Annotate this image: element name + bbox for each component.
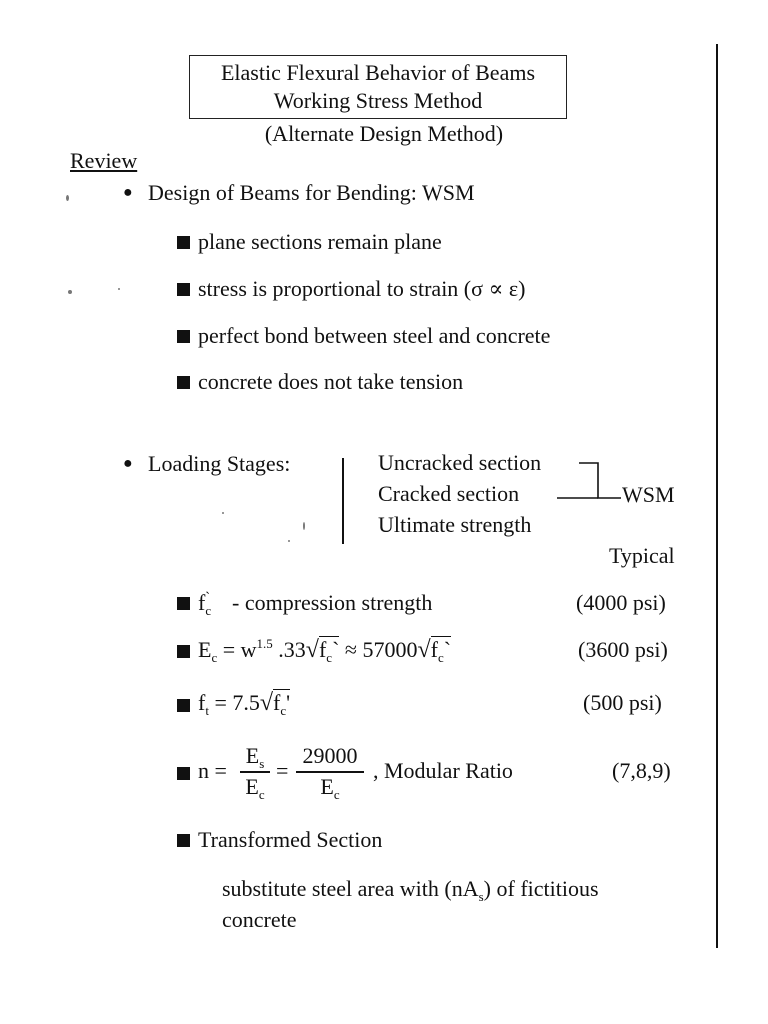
- assumption-1: plane sections remain plane: [198, 229, 442, 254]
- modular-ratio-label: , Modular Ratio: [373, 758, 513, 783]
- equals-sign: =: [276, 758, 289, 783]
- scan-speck: [66, 195, 69, 201]
- scan-speck: [222, 512, 224, 514]
- fc-typical: (4000 psi): [576, 590, 666, 615]
- square-bullet-icon: [177, 699, 190, 712]
- title-line-1: Elastic Flexural Behavior of Beams: [220, 60, 536, 85]
- square-bullet-icon: [177, 767, 190, 780]
- scan-speck: [118, 288, 120, 290]
- scan-speck: [303, 522, 305, 530]
- assumption-3: perfect bond between steel and concrete: [198, 323, 551, 348]
- square-bullet-icon: [177, 330, 190, 343]
- ec-typical: (3600 psi): [578, 637, 668, 662]
- ft-equation: $f_t = 7.5√f_c'$: [198, 690, 291, 718]
- scan-speck: [288, 540, 290, 542]
- fraction-29000-ec: 29000 $E_c$: [296, 743, 364, 799]
- n-typical: (7,8,9): [612, 758, 671, 783]
- wsm-label: WSM: [622, 482, 675, 507]
- fc-text: - compression strength: [232, 590, 433, 615]
- ec-equation: $E_c = w^{1.5}$ $.33√f_c`$ ≈ $57000√f_c`$: [198, 636, 452, 665]
- fraction-es-ec: $E_s$ $E_c$: [240, 743, 270, 799]
- loading-divider: [342, 458, 344, 544]
- transformed-heading: Transformed Section: [198, 827, 383, 852]
- assumption-2: stress is proportional to strain (σ ∝ ε): [198, 276, 526, 301]
- subtitle: (Alternate Design Method): [264, 121, 504, 146]
- square-bullet-icon: [177, 645, 190, 658]
- square-bullet-icon: [177, 283, 190, 296]
- square-bullet-icon: [177, 597, 190, 610]
- bullet-dot: ●: [123, 184, 133, 201]
- transformed-line-2: concrete: [222, 907, 297, 932]
- stage-ultimate: Ultimate strength: [378, 512, 532, 537]
- margin-rule: [716, 44, 718, 948]
- stage-cracked: Cracked section: [378, 481, 520, 506]
- wsm-bracket: [555, 455, 625, 505]
- design-bullet-text: Design of Beams for Bending: WSM: [148, 180, 475, 205]
- review-heading: Review: [70, 148, 138, 173]
- transformed-line-1: substitute steel area with $(nA_s)$ of fictitious: [222, 876, 599, 904]
- title-line-2: Working Stress Method: [273, 88, 483, 113]
- loading-label: Loading Stages:: [148, 451, 291, 476]
- scan-speck: [68, 290, 72, 294]
- typical-heading: Typical: [609, 543, 675, 568]
- assumption-4: concrete does not take tension: [198, 369, 464, 394]
- square-bullet-icon: [177, 834, 190, 847]
- ft-typical: (500 psi): [583, 690, 662, 715]
- square-bullet-icon: [177, 236, 190, 249]
- n-equals: n =: [198, 758, 227, 783]
- title-box: [189, 55, 567, 119]
- bullet-dot: ●: [123, 455, 133, 472]
- square-bullet-icon: [177, 376, 190, 389]
- stage-uncracked: Uncracked section: [378, 450, 542, 475]
- fc-symbol: $f_c^`$: [198, 590, 212, 618]
